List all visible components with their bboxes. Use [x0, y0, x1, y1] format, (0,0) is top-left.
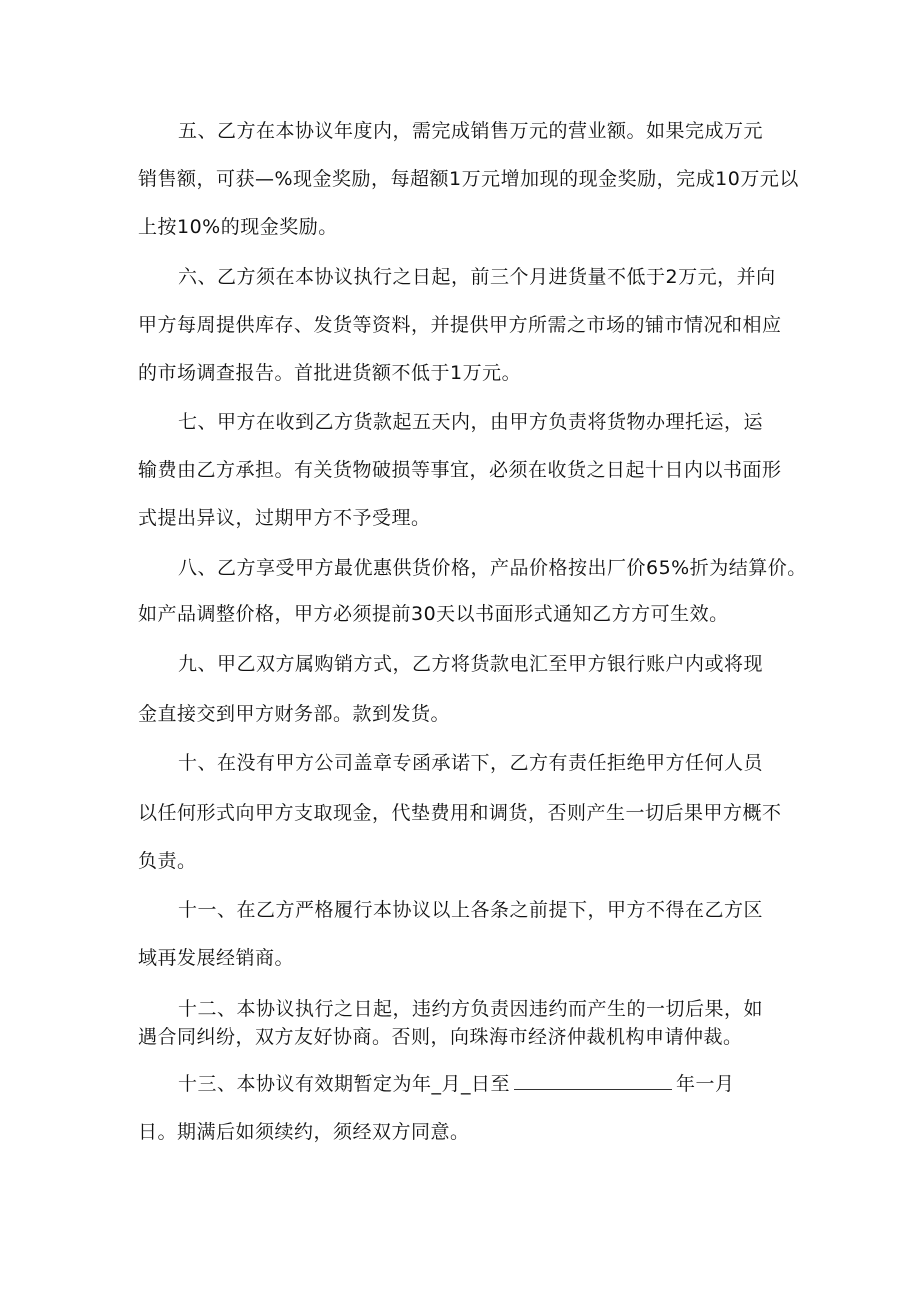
clause-13-line-2: 日。期满后如须续约，须经双方同意。 [138, 1121, 470, 1143]
clause-12-line-2: 遇合同纠纷，双方友好协商。否则，向珠海市经济仲裁机构申请仲裁。 [138, 1026, 743, 1048]
clause-9-line-2: 金直接交到甲方财务部。款到发货。 [138, 703, 451, 725]
clause-13-line-1 [178, 1071, 735, 1096]
clause-5-line-3: 上按10%的现金奖励。 [138, 216, 338, 238]
clause-10-line-1: 十、在没有甲方公司盖章专函承诺下，乙方有责任拒绝甲方任何人员 [178, 752, 764, 774]
clause-13-line-1-end: 年一月 [676, 1073, 735, 1095]
clause-6-line-1: 六、乙方须在本协议执行之日起，前三个月进货量不低于2万元，并向 [178, 266, 776, 288]
clause-10-line-2: 以任何形式向甲方支取现金，代垫费用和调货，否则产生一切后果甲方概不 [138, 802, 782, 824]
clause-10-line-3: 负责。 [138, 850, 197, 872]
clause-5-line-2: 销售额，可获—%现金奖励，每超额1万元增加现的现金奖励，完成10万元以 [138, 168, 799, 190]
clause-9-line-1: 九、甲乙双方属购销方式，乙方将货款电汇至甲方银行账户内或将现 [178, 653, 764, 675]
clause-6-line-2: 甲方每周提供库存、发货等资料，并提供甲方所需之市场的铺市情况和相应 [138, 314, 782, 336]
clause-8-line-2: 如产品调整价格，甲方必须提前30天以书面形式通知乙方方可生效。 [138, 603, 729, 625]
clause-11-line-2: 域再发展经销商。 [138, 947, 295, 969]
clause-8-line-1: 八、乙方享受甲方最优惠供货价格，产品价格按出厂价65%折为结算价。 [178, 557, 807, 579]
clause-6-line-3: 的市场调查报告。首批进货额不低于1万元。 [138, 362, 522, 384]
clause-12-line-1: 十二、本协议执行之日起，违约方负责因违约而产生的一切后果，如 [178, 998, 764, 1020]
clause-11-line-1: 十一、在乙方严格履行本协议以上各条之前提下，甲方不得在乙方区 [178, 899, 764, 921]
date-blank-line [514, 1071, 672, 1090]
clause-7-line-2: 输费由乙方承担。有关货物破损等事宜，必须在收货之日起十日内以书面形 [138, 459, 782, 481]
clause-7-line-1: 七、甲方在收到乙方货款起五天内，由甲方负责将货物办理托运，运 [178, 411, 764, 433]
clause-7-line-3: 式提出异议，过期甲方不予受理。 [138, 507, 431, 529]
clause-5-line-1: 五、乙方在本协议年度内，需完成销售万元的营业额。如果完成万元 [178, 120, 764, 142]
clause-13-line-1-start: 十三、本协议有效期暂定为年_月_日至 [178, 1073, 511, 1095]
